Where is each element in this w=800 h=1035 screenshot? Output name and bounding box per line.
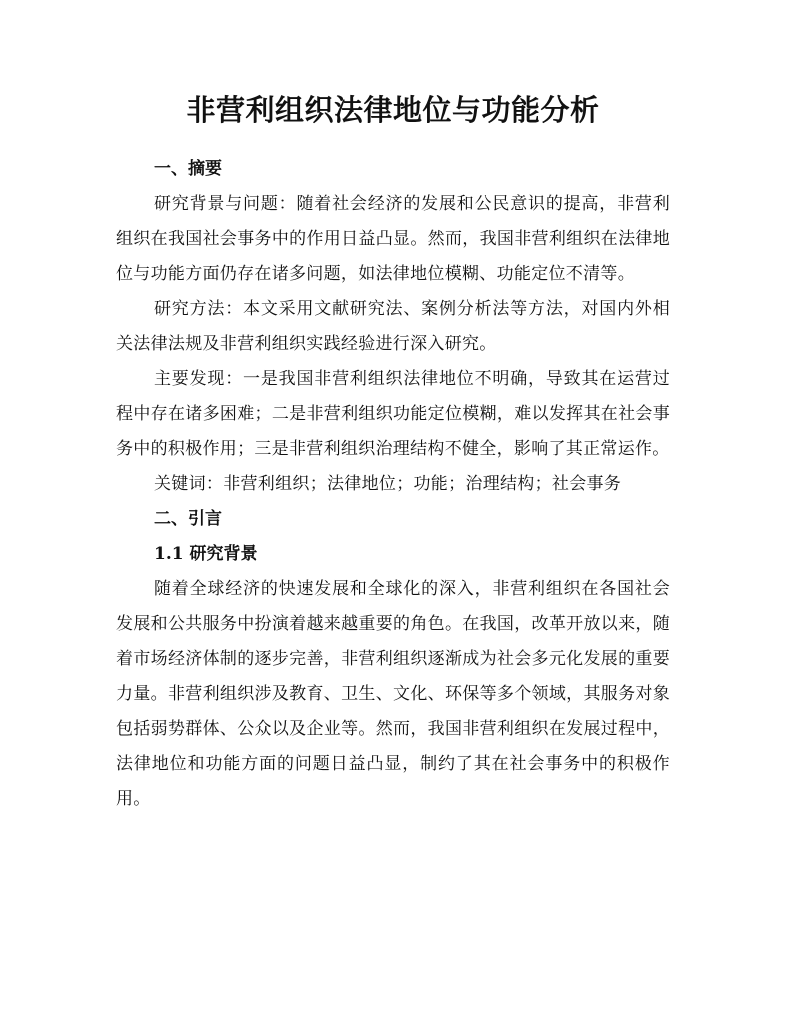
abstract-findings-paragraph: 主要发现：一是我国非营利组织法律地位不明确，导致其在运营过程中存在诸多困难；二是非营利组织功能定位模糊，难以发挥其在社会事务中的积极作用；三是非营利组织治理结构不健全，影响了其正常运作。 [116, 369, 670, 459]
abstract-keywords: 关键词：非营利组织；法律地位；功能；治理结构；社会事务 [154, 474, 622, 494]
introduction-section [116, 502, 670, 817]
research-background-paragraph: 随着全球经济的快速发展和全球化的深入，非营利组织在各国社会发展和公共服务中扮演着越来越重要的角色。在我国，改革开放以来，随着市场经济体制的逐步完善，非营利组织逐渐成为社会多元化发展的重要力量。非营利组织涉及教育、卫生、文化、环保等多个领域，其服务对象包括弱势群体、公众以及企业等。然而，我国非营利组织在发展过程中，法律地位和功能方面的问题日益凸显，制约了其在社会事务中的积极作用。 [116, 579, 670, 809]
abstract-background-paragraph: 研究背景与问题：随着社会经济的发展和公民意识的提高，非营利组织在我国社会事务中的作用日益凸显。然而，我国非营利组织在法律地位与功能方面仍存在诸多问题，如法律地位模糊、功能定位不清等。 [116, 194, 670, 284]
abstract-method-paragraph: 研究方法：本文采用文献研究法、案例分析法等方法，对国内外相关法律法规及非营利组织实践经验进行深入研究。 [116, 299, 670, 354]
abstract-section [116, 152, 670, 502]
introduction-heading: 二、引言 [154, 509, 222, 529]
research-background-heading: 1.1 研究背景 [154, 544, 258, 564]
abstract-heading: 一、摘要 [154, 159, 222, 179]
document-title: 非营利组织法律地位与功能分析 [186, 93, 600, 127]
